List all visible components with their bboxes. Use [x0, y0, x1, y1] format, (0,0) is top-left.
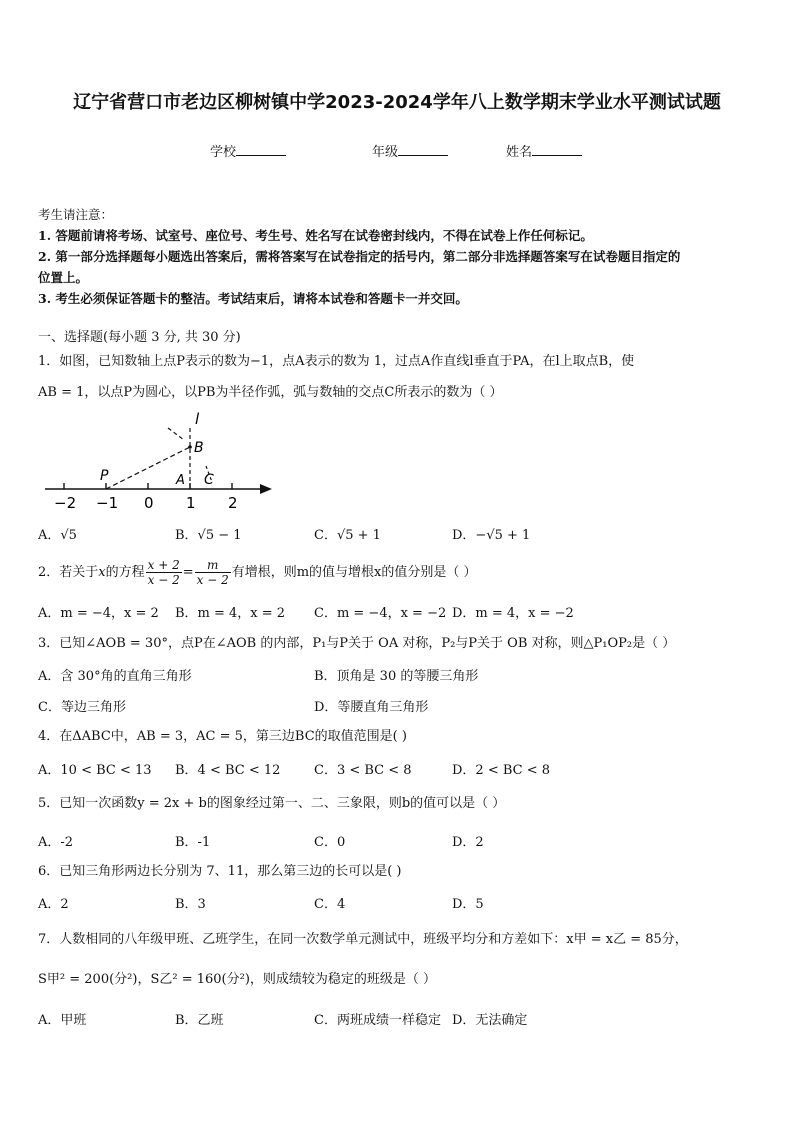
q2-frac2-denominator: x − 2	[196, 573, 229, 587]
q6-option-a[interactable]: A．2	[38, 897, 69, 912]
notes-heading: 考生请注意：	[38, 207, 114, 222]
tick-label: −2	[54, 494, 77, 512]
tick-label: 1	[186, 494, 196, 512]
q6-option-c[interactable]: C．4	[314, 897, 346, 912]
note-2: 2. 第一部分选择题每小题选出答案后，需将答案写在试卷指定的括号内，第二部分非选择题答案写在试卷题目指定的	[38, 249, 681, 264]
label-A: A	[176, 473, 185, 488]
q4-option-c[interactable]: C．3 < BC < 8	[314, 763, 412, 778]
q5-option-c[interactable]: C．0	[314, 835, 346, 850]
name-field	[506, 141, 582, 160]
q2-fraction-right	[195, 558, 231, 587]
number-line-figure	[40, 410, 275, 515]
q3-option-c[interactable]: C．等边三角形	[38, 700, 126, 715]
q1-option-d[interactable]: D．−√5 + 1	[452, 528, 531, 543]
q2-option-d[interactable]: D．m = 4，x = −2	[452, 606, 574, 621]
q2-option-c[interactable]: C．m = −4，x = −2	[314, 606, 447, 621]
note-1: 1. 答题前请将考场、试室号、座位号、考生号、姓名写在试卷密封线内，不得在试卷上作任何标记。	[38, 228, 593, 243]
label-P: P	[100, 468, 109, 484]
section-heading: 一、选择题(每小题 3 分, 共 30 分)	[38, 330, 241, 345]
question-7-line1: 7．人数相同的八年级甲班、乙班学生，在同一次数学单元测试中，班级平均分和方差如下：x甲 = x乙 = 85分，	[38, 932, 688, 947]
q1-option-a[interactable]: A．√5	[38, 528, 77, 543]
q4-option-b[interactable]: B．4 < BC < 12	[175, 763, 281, 778]
tick-label: 0	[144, 494, 154, 512]
q5-option-a[interactable]: A．-2	[38, 835, 74, 850]
school-label: 学校	[210, 145, 237, 160]
q3-option-a[interactable]: A．含 30°角的直角三角形	[38, 669, 192, 684]
q2-option-b[interactable]: B．m = 4，x = 2	[175, 606, 286, 621]
q2-frac1-denominator: x − 2	[147, 573, 180, 587]
grade-label: 年级	[372, 145, 399, 160]
name-label: 姓名	[506, 145, 533, 160]
tick-label: 2	[228, 494, 238, 512]
question-1-line2: AB = 1，以点P为圆心，以PB为半径作弧，弧与数轴的交点C所表示的数为（ ）	[38, 385, 503, 400]
question-3: 3．已知∠AOB = 30°，点P在∠AOB 的内部，P₁与P关于 OA 对称，P₂与P关于 OB 对称，则△P₁OP₂是（ ）	[38, 636, 676, 651]
q3-option-d[interactable]: D．等腰直角三角形	[314, 700, 429, 715]
question-4: 4．在ΔABC中，AB = 3，AC = 5，第三边BC的取值范围是( )	[38, 729, 407, 744]
q2-suffix: 有增根，则m的值与增根x的值分别是（ ）	[231, 565, 477, 580]
label-l: l	[195, 410, 200, 428]
q2-prefix: 2．若关于	[38, 565, 99, 580]
q2-option-a[interactable]: A．m = −4，x = 2	[38, 606, 159, 621]
q1-option-b[interactable]: B．√5 − 1	[175, 528, 242, 543]
q2-frac2-numerator: m	[195, 558, 231, 573]
q4-option-a[interactable]: A．10 < BC < 13	[38, 763, 152, 778]
q2-frac1-numerator: x + 2	[147, 558, 180, 572]
page-title: 辽宁省营口市老边区柳树镇中学2023-2024学年八上数学期末学业水平测试试题	[73, 92, 721, 113]
q4-option-d[interactable]: D．2 < BC < 8	[452, 763, 551, 778]
q7-option-a[interactable]: A．甲班	[38, 1013, 87, 1028]
label-B: B	[194, 440, 204, 456]
q6-option-b[interactable]: B．3	[175, 897, 206, 912]
q7-option-c[interactable]: C．两班成绩一样稳定	[314, 1013, 441, 1028]
q2-mid: 的方程	[105, 565, 145, 580]
q1-option-c[interactable]: C．√5 + 1	[314, 528, 381, 543]
q6-option-d[interactable]: D．5	[452, 897, 484, 912]
q7-option-d[interactable]: D．无法确定	[452, 1013, 528, 1028]
q2-equals: =	[182, 565, 194, 580]
exam-notes	[38, 204, 760, 309]
question-7-line2: S甲² = 200(分²)，S乙² = 160(分²)，则成绩较为稳定的班级是（ ）	[38, 972, 437, 987]
q3-option-b[interactable]: B．顶角是 30 的等腰三角形	[314, 669, 479, 684]
question-1-line1: 1．如图，已知数轴上点P表示的数为−1，点A表示的数为 1，过点A作直线l垂直于PA，在l上取点B，使	[38, 354, 635, 369]
note-3: 3. 考生必须保证答题卡的整洁。考试结束后，请将本试卷和答题卡一并交回。	[38, 291, 468, 306]
tick-label: −1	[96, 494, 119, 512]
q7-option-b[interactable]: B．乙班	[175, 1013, 224, 1028]
question-6: 6．已知三角形两边长分别为 7、11，那么第三边的长可以是( )	[38, 864, 402, 879]
question-5: 5．已知一次函数y = 2x + b的图象经过第一、二、三象限，则b的值可以是（ ）	[38, 796, 506, 811]
school-blank[interactable]	[236, 143, 286, 156]
q5-option-b[interactable]: B．-1	[175, 835, 211, 850]
school-field	[210, 141, 286, 160]
label-C: C	[204, 472, 214, 488]
grade-field	[372, 141, 448, 160]
grade-blank[interactable]	[398, 143, 448, 156]
q2-fraction-left	[146, 558, 182, 587]
name-blank[interactable]	[532, 143, 582, 156]
question-2	[38, 558, 760, 587]
q5-option-d[interactable]: D．2	[452, 835, 484, 850]
note-2-cont: 位置上。	[38, 270, 89, 285]
q2-variable: x	[98, 565, 106, 580]
